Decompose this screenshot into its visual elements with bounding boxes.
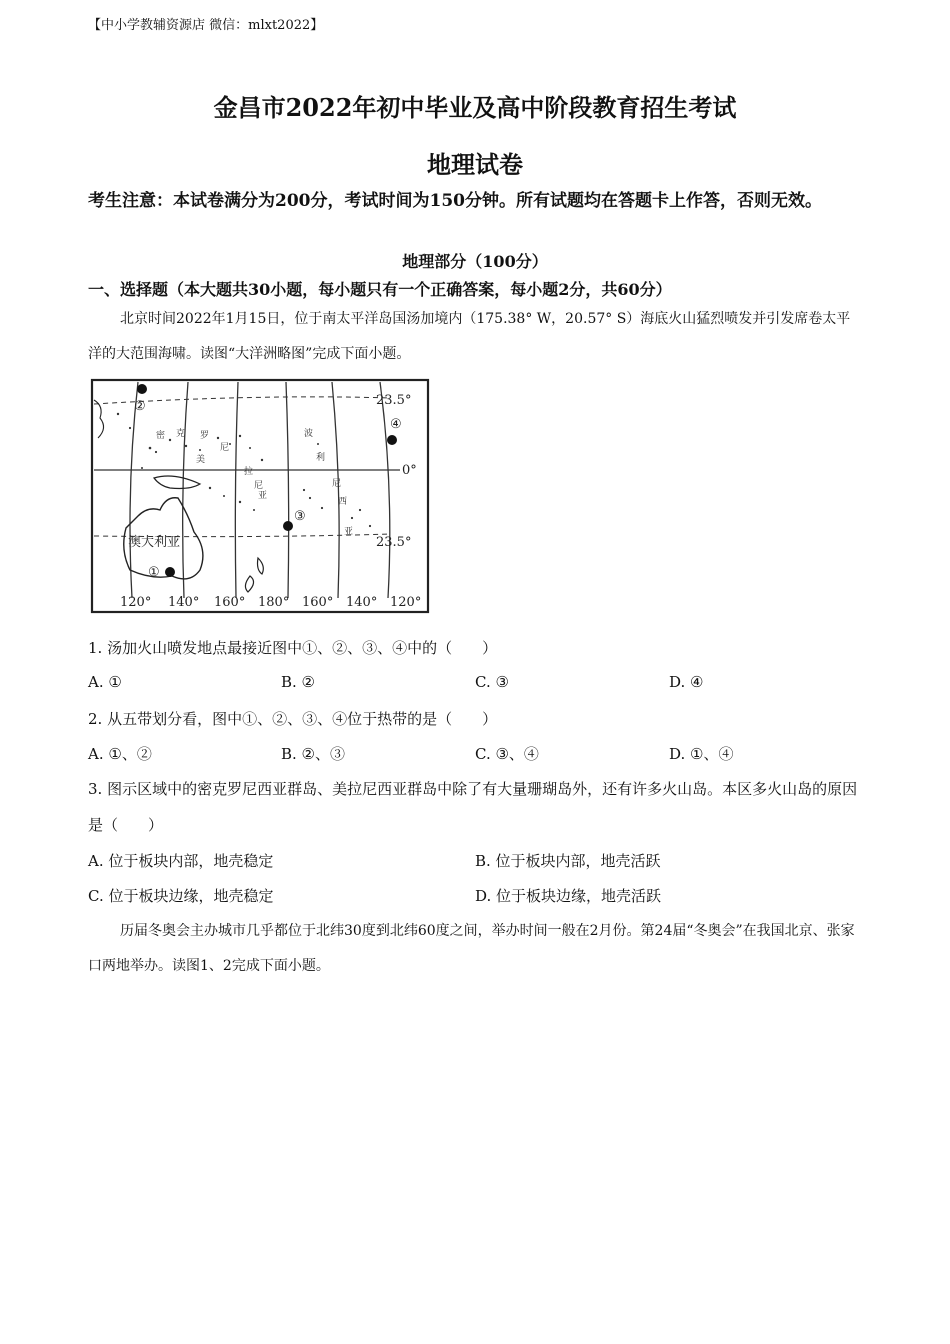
region-label: 拉	[244, 467, 254, 477]
part1-heading: 一、选择题（本大题共30小题，每小题只有一个正确答案，每小题2分，共60分）	[88, 280, 672, 299]
point-marker-2	[137, 384, 147, 394]
lat-label: 23.5°	[376, 535, 412, 550]
option-c[interactable]: C. ③、④	[475, 745, 539, 763]
option-a[interactable]: A. 位于板块内部，地壳稳定	[88, 852, 274, 870]
point-marker-4	[387, 435, 397, 445]
region-label: 尼	[254, 481, 264, 491]
region-label: 克	[176, 429, 186, 439]
lat-label: 23.5°	[376, 393, 412, 408]
region-label: 利	[316, 453, 326, 463]
lon-label: 160°	[302, 595, 334, 610]
lon-label: 140°	[346, 595, 378, 610]
option-c[interactable]: C. ③	[475, 673, 509, 691]
lon-label: 120°	[120, 595, 152, 610]
region-label: 密	[156, 431, 166, 441]
question-stem: 3. 图示区域中的密克罗尼西亚群岛、美拉尼西亚群岛中除了有大量珊瑚岛外，还有许多火山岛。本区多火山岛的原因是（ ）	[88, 780, 858, 834]
option-d[interactable]: D. 位于板块边缘，地壳活跃	[475, 887, 662, 905]
question-stem: 1. 汤加火山喷发地点最接近图中①、②、③、④中的（ ）	[88, 639, 498, 657]
exam-subject: 地理试卷	[427, 150, 523, 179]
region-label: 西	[338, 497, 348, 507]
point-label-4: ④	[390, 417, 402, 432]
australia-label: 澳大利亚	[128, 535, 181, 550]
region-label: 美	[196, 455, 206, 465]
intro-paragraph-2: 历届冬奥会主办城市几乎都位于北纬30度到北纬60度之间，举办时间一般在2月份。第24届“冬奥会”在我国北京、张家口两地举办。读图1、2完成下面小题。	[88, 923, 855, 974]
region-label: 尼	[332, 479, 342, 489]
point-marker-3	[283, 521, 293, 531]
option-a[interactable]: A. ①、②	[88, 745, 152, 763]
region-label: 亚	[344, 527, 354, 537]
oceania-map	[90, 378, 430, 614]
option-a[interactable]: A. ①	[88, 673, 122, 691]
section-title: 地理部分（100分）	[402, 252, 548, 271]
option-b[interactable]: B. ②	[281, 673, 316, 691]
intro-paragraph-1: 北京时间2022年1月15日，位于南太平洋岛国汤加境内（175.38° W，20.57° S）海底火山猛烈喷发并引发席卷太平洋的大范围海啸。读图“大洋洲略图”完成下面小题。	[88, 311, 851, 362]
header-note: 【中小学教辅资源店 微信：mlxt2022】	[88, 18, 324, 33]
lon-label: 160°	[214, 595, 246, 610]
option-d[interactable]: D. ①、④	[669, 745, 734, 763]
candidate-notice: 考生注意：本试卷满分为200分，考试时间为150分钟。所有试题均在答题卡上作答，否则无效。	[88, 191, 822, 211]
lon-label: 120°	[390, 595, 422, 610]
point-label-2: ②	[134, 399, 146, 414]
region-label: 罗	[200, 431, 210, 441]
lon-label: 140°	[168, 595, 200, 610]
region-label: 波	[304, 429, 314, 439]
region-label: 尼	[220, 443, 230, 453]
exam-title: 金昌市2022年初中毕业及高中阶段教育招生考试	[213, 93, 737, 122]
point-label-1: ①	[148, 565, 160, 580]
lon-label: 180°	[258, 595, 290, 610]
option-b[interactable]: B. 位于板块内部，地壳活跃	[475, 852, 661, 870]
option-c[interactable]: C. 位于板块边缘，地壳稳定	[88, 887, 274, 905]
lat-label: 0°	[402, 463, 417, 478]
question-stem: 2. 从五带划分看，图中①、②、③、④位于热带的是（ ）	[88, 710, 498, 728]
option-b[interactable]: B. ②、③	[281, 745, 346, 763]
point-label-3: ③	[294, 509, 306, 524]
option-d[interactable]: D. ④	[669, 673, 704, 691]
region-label: 亚	[258, 491, 268, 501]
point-marker-1	[165, 567, 175, 577]
